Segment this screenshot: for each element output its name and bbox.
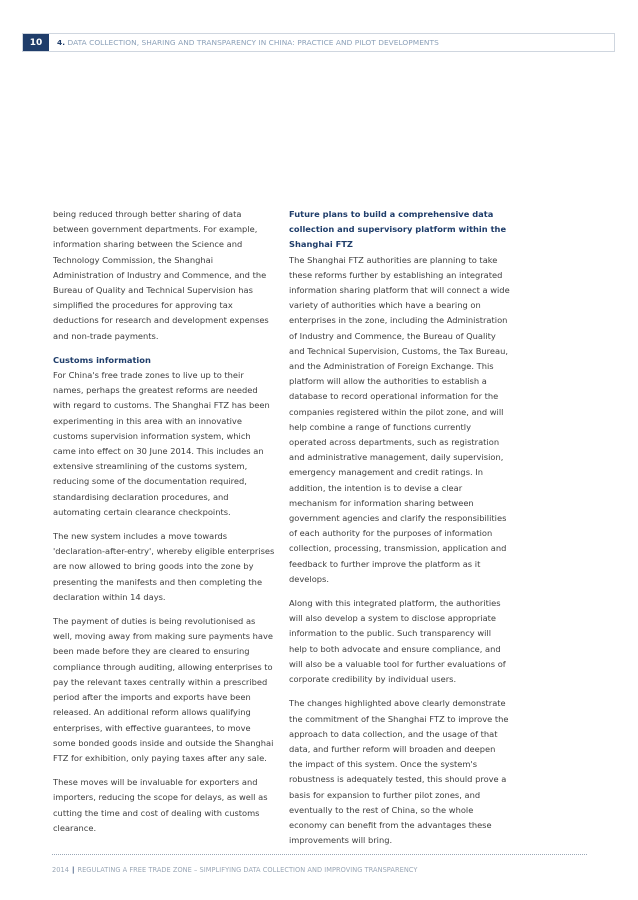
page-footer <box>52 866 417 874</box>
customs-paragraph-4: These moves will be invaluable for exporters and importers, reducing the scope for delays, as well as cutting the time and cost of dealing with customs clearance. <box>53 777 268 833</box>
footer-year: 2014 <box>52 866 69 874</box>
chapter-number: 4. <box>57 38 66 47</box>
left-column <box>53 207 275 845</box>
footer-divider <box>52 854 587 855</box>
future-paragraph-1: The Shanghai FTZ authorities are planning to take these reforms further by establishing an integrated information sharing platform that will connect a wide variety of authorities which have a bearing on enterprises in the zone, including the Administration of Industry and Commence, the Bureau of Quality and Technical Supervision, Customs, the Tax Bureau, and the Administration of Foreign Exchange. This platform will allow the authorities to establish a database to record operational information for the companies registered within the pilot zone, and will help combine a range of functions currently operated across departments, such as registration and administrative management, daily supervision, emergency management and credit ratings. In addition, the intention is to devise a clear mechanism for information sharing between government agencies and clarify the responsibilities of each authority for the purposes of information collection, processing, transmission, application and feedback to further improve the platform as it develops. <box>289 254 510 584</box>
chapter-title-text: DATA COLLECTION, SHARING AND TRANSPARENCY IN CHINA: PRACTICE AND PILOT DEVELOPMENTS <box>67 38 439 47</box>
right-column <box>289 207 511 857</box>
customs-heading: Customs information <box>53 354 151 365</box>
customs-paragraph-2: The new system includes a move towards 'declaration-after-entry', whereby eligible enterprises are now allowed to bring goods into the zone by presenting the manifests and then completing the declaration within 14 days. <box>53 531 275 602</box>
future-paragraph-3: The changes highlighted above clearly demonstrate the commitment of the Shanghai FTZ to improve the approach to data collection, and the usage of that data, and further reform will broaden and deepen the impact of this system. Once the system's robustness is adequately tested, this should prove a basis for expansion to further pilot zones, and eventually to the rest of China, so the whole economy can benefit from the advantages these improvements will bring. <box>289 698 509 846</box>
future-paragraph-2: Along with this integrated platform, the authorities will also develop a system to disclose appropriate information to the public. Such transparency will help to both advocate and ensure compliance, and will also be a valuable tool for further evaluations of corporate credibility by individual users. <box>289 598 506 685</box>
customs-paragraph-1: For China's free trade zones to live up to their names, perhaps the greatest reforms are needed with regard to customs. The Shanghai FTZ has been experimenting in this area with an innovative customs supervision information system, which came into effect on 30 June 2014. This includes an extensive streamlining of the customs system, reducing some of the documentation required, standardising declaration procedures, and automating certain clearance checkpoints. <box>53 370 270 517</box>
intro-paragraph: being reduced through better sharing of data between government departments. For example, information sharing between the Science and Technology Commission, the Shanghai Administration of Industry and Commence, and the Bureau of Quality and Technical Supervision has simplified the procedures for approving tax deductions for research and development expenses and non-trade payments. <box>53 209 269 341</box>
footer-separator: | <box>71 866 75 874</box>
page-number: 10 <box>23 34 49 51</box>
footer-title: REGULATING A FREE TRADE ZONE – SIMPLIFYING DATA COLLECTION AND IMPROVING TRANSPARENCY <box>77 866 418 874</box>
chapter-title <box>57 34 439 51</box>
page-header <box>22 33 615 52</box>
customs-paragraph-3: The payment of duties is being revolutionised as well, moving away from making sure payments have been made before they are cleared to ensuring compliance through auditing, allowing enterprises to pay the relevant taxes centrally within a prescribed period after the imports and exports have been released. An additional reform allows qualifying enterprises, with effective guarantees, to move some bonded goods inside and outside the Shanghai FTZ for exhibition, only paying taxes after any sale. <box>53 616 274 763</box>
future-plans-heading: Future plans to build a comprehensive data collection and supervisory platform within the Shanghai FTZ <box>289 209 507 250</box>
